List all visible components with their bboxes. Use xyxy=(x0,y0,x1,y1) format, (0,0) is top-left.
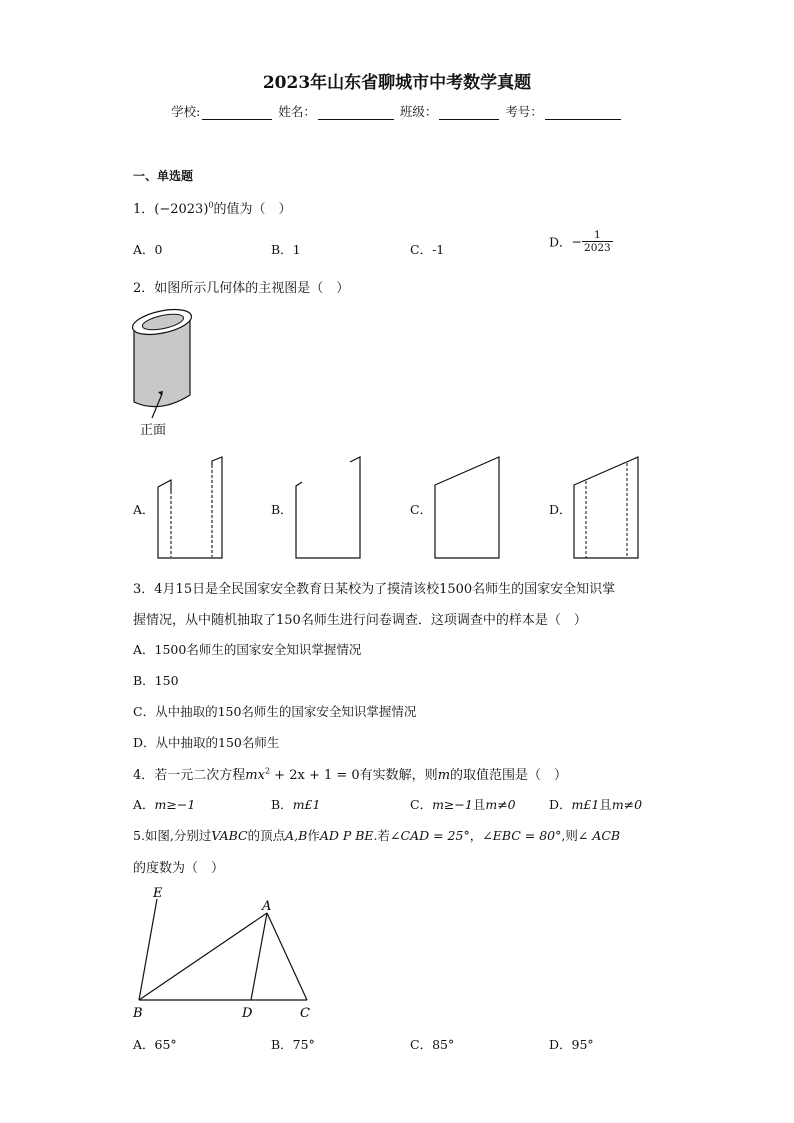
q2-option-c[interactable]: C． xyxy=(410,502,433,517)
point-d-label: D xyxy=(242,1006,253,1021)
q4-a-math: m≥−1 xyxy=(154,797,196,812)
q1-d-denominator: 2023 xyxy=(584,242,611,254)
q4-option-b[interactable] xyxy=(271,795,320,813)
q2-front-label: 正面 xyxy=(140,423,167,438)
q4-d-math2: m≠0 xyxy=(611,797,643,812)
point-c-label: C xyxy=(300,1006,310,1021)
question-5-stem-line1 xyxy=(133,826,620,844)
q4-b-math: m£1 xyxy=(292,797,321,812)
question-4-stem xyxy=(133,764,567,783)
q5-option-c[interactable]: C．85° xyxy=(410,1037,455,1052)
q1-stem-text: 的值为（ ） xyxy=(213,202,292,217)
q5-triangle: VABC xyxy=(211,828,248,843)
q2-option-c-figure xyxy=(432,455,502,560)
q1-option-b[interactable]: B．1 xyxy=(271,242,301,257)
q1-base: (−2023) xyxy=(154,202,209,217)
q5-option-a[interactable]: A．65° xyxy=(133,1037,177,1052)
q2-option-d[interactable]: D． xyxy=(549,502,572,517)
q1-d-numerator: 1 xyxy=(582,229,613,242)
q5-angle-cad: ∠CAD = 25° xyxy=(390,828,470,843)
q5-text-2: 的顶点 xyxy=(247,828,286,843)
q4-var-m: m xyxy=(437,768,451,783)
q1-option-c[interactable]: C．-1 xyxy=(410,242,445,257)
q4-c-math2: m≠0 xyxy=(485,797,516,812)
q1-exponent: 0 xyxy=(208,200,214,210)
q5-option-b[interactable]: B．75° xyxy=(271,1037,315,1052)
q5-points-ab: A,B xyxy=(285,828,308,843)
section-title: 一、单选题 xyxy=(133,169,194,183)
q4-stem-mid: 有实数解，则 xyxy=(359,768,438,783)
q1-d-label: D． xyxy=(549,234,572,250)
q4-d-label: D． xyxy=(549,797,572,812)
q4-a-label: A． xyxy=(133,797,155,812)
q1-number: 1． xyxy=(133,202,155,217)
q2-option-d-figure xyxy=(571,455,641,560)
number-blank[interactable] xyxy=(545,106,621,120)
point-a-label: A xyxy=(262,899,272,914)
class-label: 班级： xyxy=(399,104,438,119)
q4-stem-pre: 4．若一元二次方程 xyxy=(133,768,246,783)
point-e-label: E xyxy=(153,886,163,901)
q3-option-d[interactable]: D．从中抽取的150名师生 xyxy=(133,735,280,750)
q5-text-3: 作 xyxy=(307,828,320,843)
q4-b-label: B． xyxy=(271,797,293,812)
q5-text-6: ,则 xyxy=(561,828,578,843)
q4-option-d[interactable] xyxy=(549,795,642,813)
q5-text-1: 5.如图,分别过 xyxy=(133,828,212,843)
name-blank[interactable] xyxy=(318,106,394,120)
q1-d-fraction xyxy=(582,229,613,254)
q1-option-a[interactable]: A．0 xyxy=(133,242,163,257)
q5-angle-acb: ∠ ACB xyxy=(577,828,621,843)
q4-eq-rest: + 2x + 1 = 0 xyxy=(270,768,360,783)
q4-stem-post: 的取值范围是（ ） xyxy=(450,768,568,783)
question-3-stem-line1: 3．4月15日是全民国家安全教育日某校为了摸清该校1500名师生的国家安全知识掌 xyxy=(133,582,616,597)
q5-triangle-figure xyxy=(125,885,325,1025)
q5-text-5: ， xyxy=(469,828,483,843)
question-1-stem xyxy=(133,198,292,217)
q5-parallel: AD P BE xyxy=(319,828,374,843)
q2-option-b-figure xyxy=(293,455,363,560)
q2-option-a[interactable]: A． xyxy=(133,502,155,517)
q4-eq-exponent: 2 xyxy=(264,766,271,776)
q2-option-a-figure xyxy=(155,455,225,560)
exam-title: 2023年山东省聊城市中考数学真题 xyxy=(262,73,532,93)
q4-option-c[interactable] xyxy=(410,795,516,813)
q3-option-b[interactable]: B．150 xyxy=(133,673,179,688)
number-label: 考号： xyxy=(505,104,543,119)
q5-option-d[interactable]: D．95° xyxy=(549,1037,594,1052)
q1-d-sign: − xyxy=(571,234,583,249)
school-label: 学校: xyxy=(171,104,201,119)
q5-text-4: .若 xyxy=(373,828,391,843)
q4-eq-mx: mx xyxy=(245,768,265,783)
school-blank[interactable] xyxy=(202,106,272,120)
student-info-line xyxy=(0,102,794,120)
q2-solid-figure xyxy=(120,300,220,440)
point-b-label: B xyxy=(133,1006,143,1021)
q4-c-label: C． xyxy=(410,797,433,812)
q4-c-math1: m≥−1 xyxy=(432,797,473,812)
question-3-stem-line2: 握情况，从中随机抽取了150名师生进行问卷调查．这项调查中的样本是（ ） xyxy=(133,613,587,628)
q3-option-c[interactable]: C．从中抽取的150名师生的国家安全知识掌握情况 xyxy=(133,704,417,719)
q4-c-and: 且 xyxy=(472,797,486,812)
q4-d-and: 且 xyxy=(599,797,612,812)
q5-angle-ebc: ∠EBC = 80° xyxy=(482,828,562,843)
q2-option-b[interactable]: B． xyxy=(271,502,293,517)
name-label: 姓名： xyxy=(278,104,316,119)
q4-option-a[interactable] xyxy=(133,795,195,813)
class-blank[interactable] xyxy=(439,106,499,120)
q4-d-math1: m£1 xyxy=(571,797,600,812)
q3-option-a[interactable]: A．1500名师生的国家安全知识掌握情况 xyxy=(133,642,362,657)
question-2-stem: 2．如图所示几何体的主视图是（ ） xyxy=(133,281,350,296)
question-5-stem-line2: 的度数为（ ） xyxy=(133,861,225,876)
q1-option-d[interactable] xyxy=(549,229,613,254)
